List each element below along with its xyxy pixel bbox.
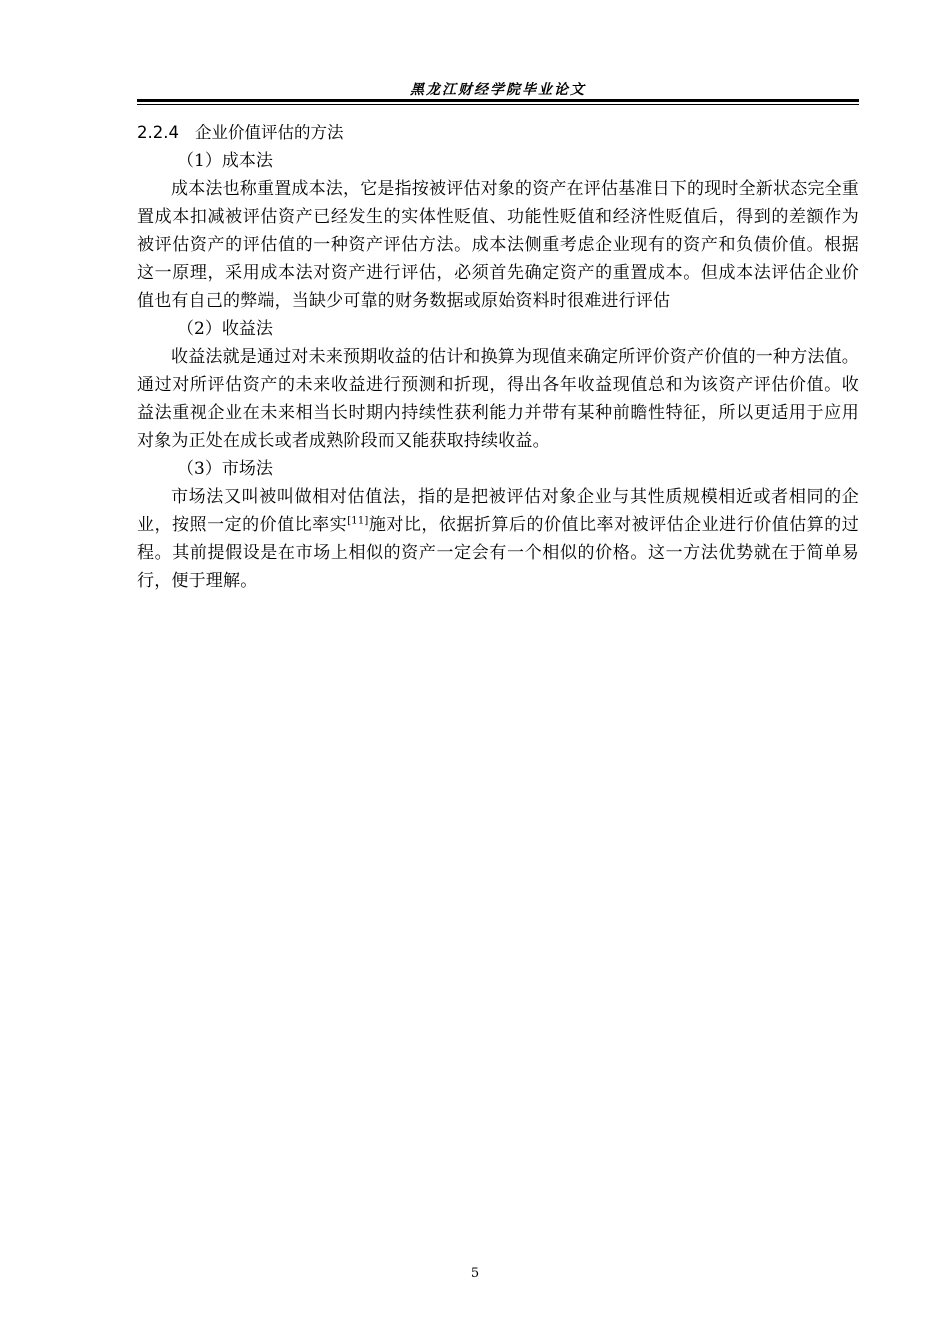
method-heading-market: （3）市场法	[177, 459, 273, 479]
method-paragraph-cost: 成本法也称重置成本法，它是指按被评估对象的资产在评估基准日下的现时全新状态完全重置成本扣减被评估资产已经发生的实体性贬值、功能性贬值和经济性贬值后，得到的差额作为被评估资产的评估值的一种资产评估方法。成本法侧重考虑企业现有的资产和负债价值。根据这一原理，采用成本法对资产进行评估，必须首先确定资产的重置成本。但成本法评估企业价值也有自己的弊端，当缺少可靠的财务数据或原始资料时很难进行评估	[137, 179, 859, 311]
section-number: 2.2.4	[137, 123, 179, 142]
body-content	[137, 119, 859, 595]
market-text-before-citation: 市场法又叫被叫做相对估值法，指的是把被评估对象企业与其性质规模相近或者相同的企业，按照一定的价值比率实	[137, 487, 859, 535]
running-header: 黑龙江财经学院毕业论文	[410, 82, 586, 98]
page-number: 5	[470, 1266, 480, 1281]
market-text-after-citation: 施对比，依据折算后的价值比率对被评估企业进行价值估算的过程。其前提假设是在市场上相似的资产一定会有一个相似的价格。这一方法优势就在于简单易行，便于理解。	[137, 515, 859, 591]
method-paragraph-market	[137, 483, 859, 595]
section-title: 企业价值评估的方法	[194, 123, 344, 142]
method-heading-cost: （1）成本法	[177, 151, 273, 171]
method-heading-income: （2）收益法	[177, 319, 273, 339]
section-heading	[137, 119, 859, 147]
header-rule-thin	[137, 104, 859, 105]
citation-reference[interactable]: [11]	[347, 515, 369, 527]
method-paragraph-income: 收益法就是通过对未来预期收益的估计和换算为现值来确定所评价资产价值的一种方法值。通过对所评估资产的未来收益进行预测和折现，得出各年收益现值总和为该资产评估价值。收益法重视企业在未来相当长时期内持续性获利能力并带有某种前瞻性特征，所以更适用于应用对象为正处在成长或者成熟阶段而又能获取持续收益。	[137, 347, 859, 451]
header-rule-thick	[137, 99, 859, 102]
